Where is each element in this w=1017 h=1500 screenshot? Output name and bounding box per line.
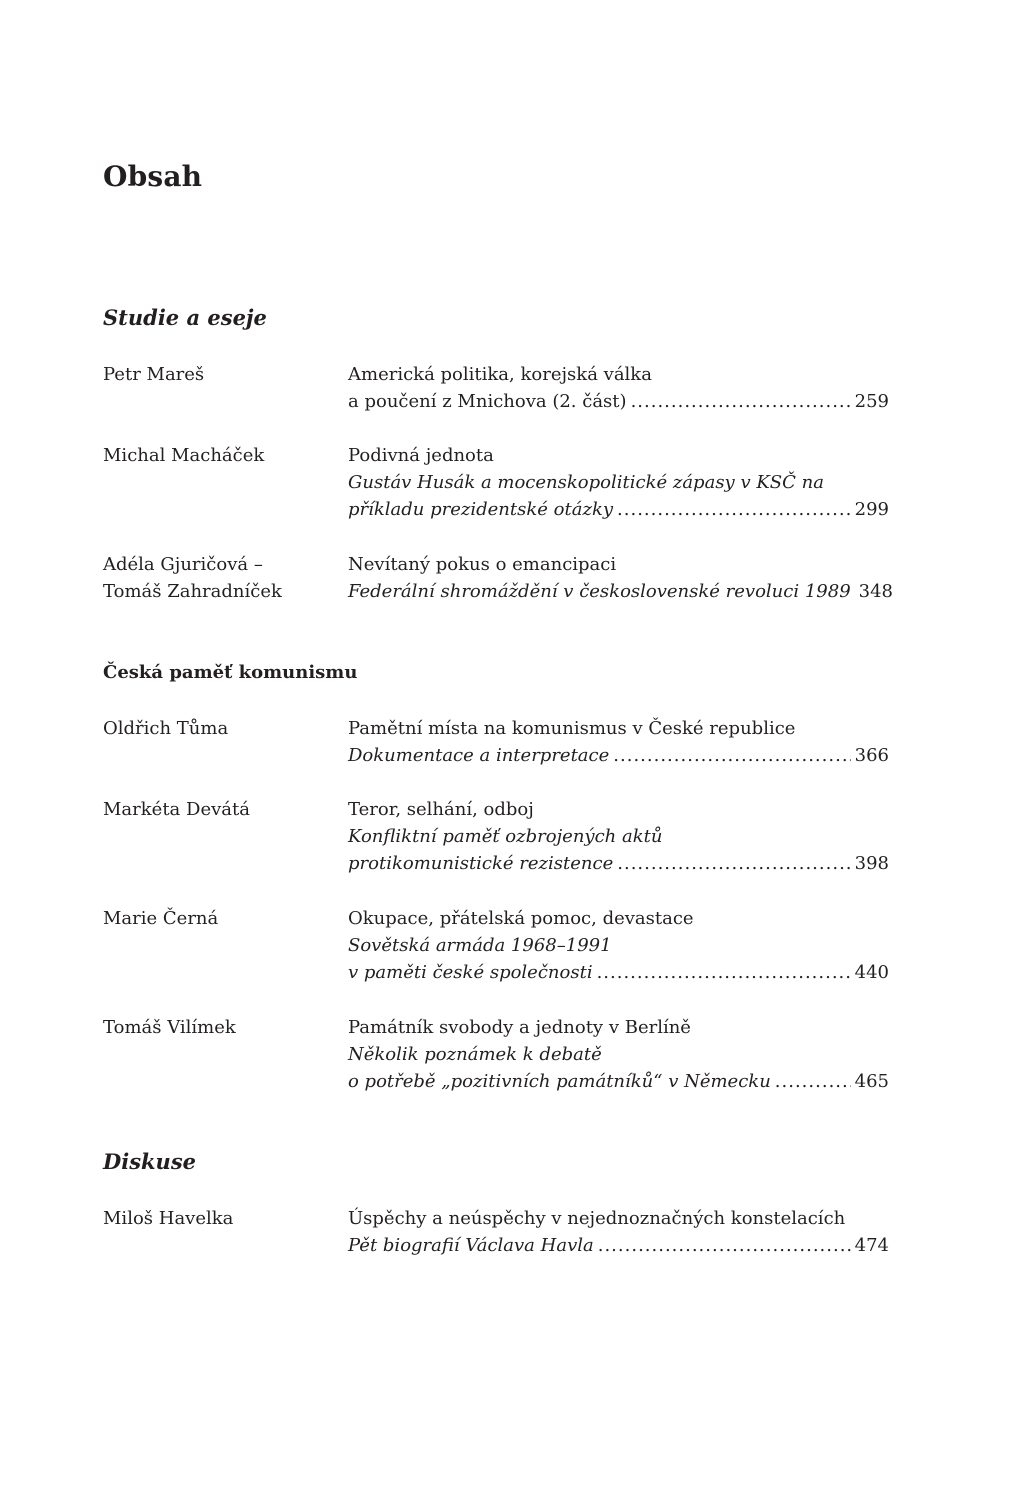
entry-author: Adéla Gjuričová – Tomáš Zahradníček: [103, 554, 282, 603]
entry-title: Nevítaný pokus o emancipaci Federální shromáždění v československé revoluci 1989 348: [348, 551, 889, 605]
page-number: 465: [854, 1071, 889, 1093]
leader-line: v paměti české společnosti ..... 440: [348, 959, 889, 986]
entry-title: Americká politika, korejská válka a poučení z Mnichova (2. část) ..... 259: [348, 361, 889, 415]
leader-line: Pět biografií Václava Havla ..... 474: [348, 1232, 889, 1259]
section-heading-ceska-pamet: Česká paměť komunismu: [103, 662, 358, 683]
entry-subtitle: Sovětská armáda 1968–1991: [348, 935, 612, 957]
leader-line: a poučení z Mnichova (2. část) ..... 259: [348, 388, 889, 415]
entry-title: Podivná jednota Gustáv Husák a mocenskopolitické zápasy v KSČ na příkladu prezidentské otázky ..... 299: [348, 442, 889, 524]
entry-subtitle: Několik poznámek k debatě: [348, 1044, 602, 1066]
leader-line: Federální shromáždění v československé revoluci 1989 348: [348, 578, 889, 605]
entry-subtitle: Gustáv Husák a mocenskopolitické zápasy v KSČ na: [348, 472, 824, 494]
entry-author: Michal Macháček: [103, 445, 265, 466]
leader-line: příkladu prezidentské otázky ..... 299: [348, 496, 889, 523]
section-heading-studie: Studie a eseje: [103, 305, 267, 330]
leader-line: protikomunistické rezistence ..... 398: [348, 850, 889, 877]
entry-author: Markéta Devátá: [103, 799, 250, 820]
entry-author: Oldřich Tůma: [103, 718, 229, 739]
page-title: Obsah: [103, 160, 203, 193]
page-number: 366: [854, 745, 889, 767]
entry-author: Petr Mareš: [103, 364, 205, 385]
entry-title: Pamětní místa na komunismus v České republice Dokumentace a interpretace ..... 366: [348, 715, 889, 769]
page-number: 398: [854, 853, 889, 875]
entry-author: Tomáš Vilímek: [103, 1017, 236, 1038]
leader-line: Dokumentace a interpretace ..... 366: [348, 742, 889, 769]
entry-subtitle: Konfliktní paměť ozbrojených aktů: [348, 826, 663, 848]
leader-line: o potřebě „pozitivních památníků“ v Německu ..... 465: [348, 1068, 889, 1095]
entry-title: Památník svobody a jednoty v Berlíně Několik poznámek k debatě o potřebě „pozitivních památníků“ v Německu ..... 465: [348, 1014, 889, 1096]
page-number: 474: [854, 1235, 889, 1257]
page-number: 440: [854, 962, 889, 984]
entry-author: Miloš Havelka: [103, 1208, 234, 1229]
page-number: 348: [858, 581, 894, 603]
entry-title: Teror, selhání, odboj Konfliktní paměť ozbrojených aktů protikomunistické rezistence ..... 398: [348, 796, 889, 878]
page-number: 299: [854, 499, 889, 521]
entry-author: Marie Černá: [103, 908, 219, 929]
entry-title: Okupace, přátelská pomoc, devastace Sovětská armáda 1968–1991 v paměti české společnosti ..... 440: [348, 905, 889, 987]
entry-title: Úspěchy a neúspěchy v nejednoznačných konstelacích Pět biografií Václava Havla ..... 474: [348, 1205, 889, 1259]
section-heading-diskuse: Diskuse: [103, 1149, 197, 1174]
page-number: 259: [854, 391, 889, 413]
